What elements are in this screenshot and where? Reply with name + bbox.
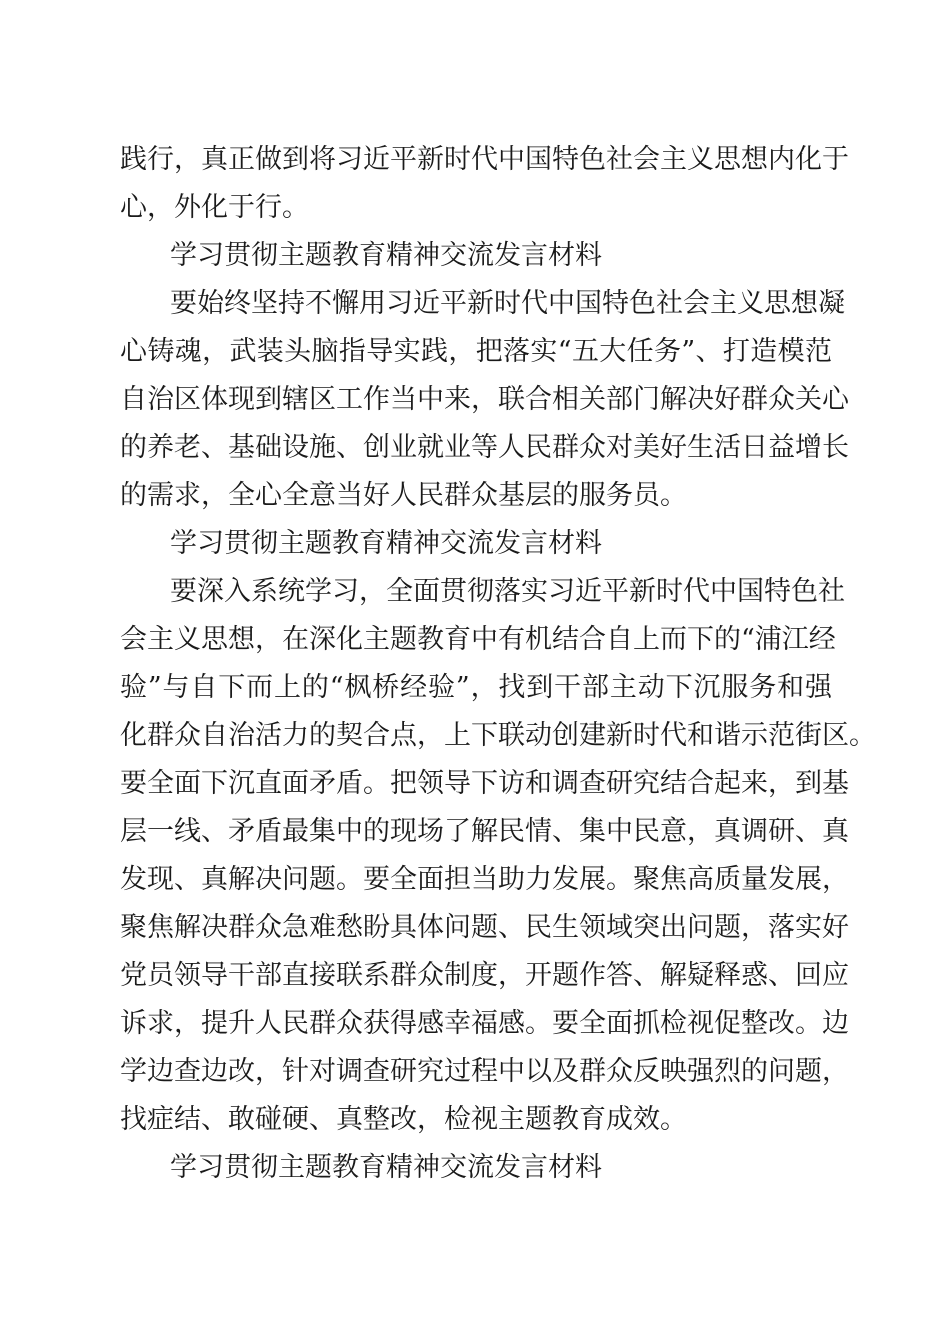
section-heading: 学习贯彻主题教育精神交流发言材料	[170, 240, 602, 271]
paragraph-line: 的养老、基础设施、创业就业等人民群众对美好生活日益增长	[120, 432, 849, 463]
section-heading: 学习贯彻主题教育精神交流发言材料	[170, 1152, 602, 1183]
paragraph-line: 的需求，全心全意当好人民群众基层的服务员。	[120, 480, 687, 511]
section-heading: 学习贯彻主题教育精神交流发言材料	[170, 528, 602, 559]
paragraph-line: 心铸魂，武装头脑指导实践，把落实“五大任务”、打造模范	[120, 336, 832, 367]
paragraph-line: 化群众自治活力的契合点，上下联动创建新时代和谐示范街区。	[120, 720, 876, 751]
paragraph-line: 党员领导干部直接联系群众制度，开题作答、解疑释惑、回应	[120, 960, 849, 991]
paragraph-line: 学边查边改，针对调查研究过程中以及群众反映强烈的问题，	[120, 1056, 849, 1087]
paragraph-line: 自治区体现到辖区工作当中来，联合相关部门解决好群众关心	[120, 384, 849, 415]
paragraph-line: 要全面下沉直面矛盾。把领导下访和调查研究结合起来，到基	[120, 768, 849, 799]
paragraph-line: 要深入系统学习，全面贯彻落实习近平新时代中国特色社	[170, 576, 845, 607]
paragraph-line: 聚焦解决群众急难愁盼具体问题、民生领域突出问题，落实好	[120, 912, 849, 943]
paragraph-line: 要始终坚持不懈用习近平新时代中国特色社会主义思想凝	[170, 288, 845, 319]
paragraph-line: 找症结、敢碰硬、真整改，检视主题教育成效。	[120, 1104, 687, 1135]
paragraph-line: 诉求，提升人民群众获得感幸福感。要全面抓检视促整改。边	[120, 1008, 849, 1039]
paragraph-line: 发现、真解决问题。要全面担当助力发展。聚焦高质量发展，	[120, 864, 849, 895]
paragraph-line: 层一线、矛盾最集中的现场了解民情、集中民意，真调研、真	[120, 816, 849, 847]
paragraph-line: 践行，真正做到将习近平新时代中国特色社会主义思想内化于	[120, 144, 849, 175]
paragraph-line: 心，外化于行。	[120, 192, 309, 223]
paragraph-line: 验”与自下而上的“枫桥经验”，找到干部主动下沉服务和强	[120, 672, 832, 703]
paragraph-line: 会主义思想，在深化主题教育中有机结合自上而下的“浦江经	[120, 624, 836, 655]
